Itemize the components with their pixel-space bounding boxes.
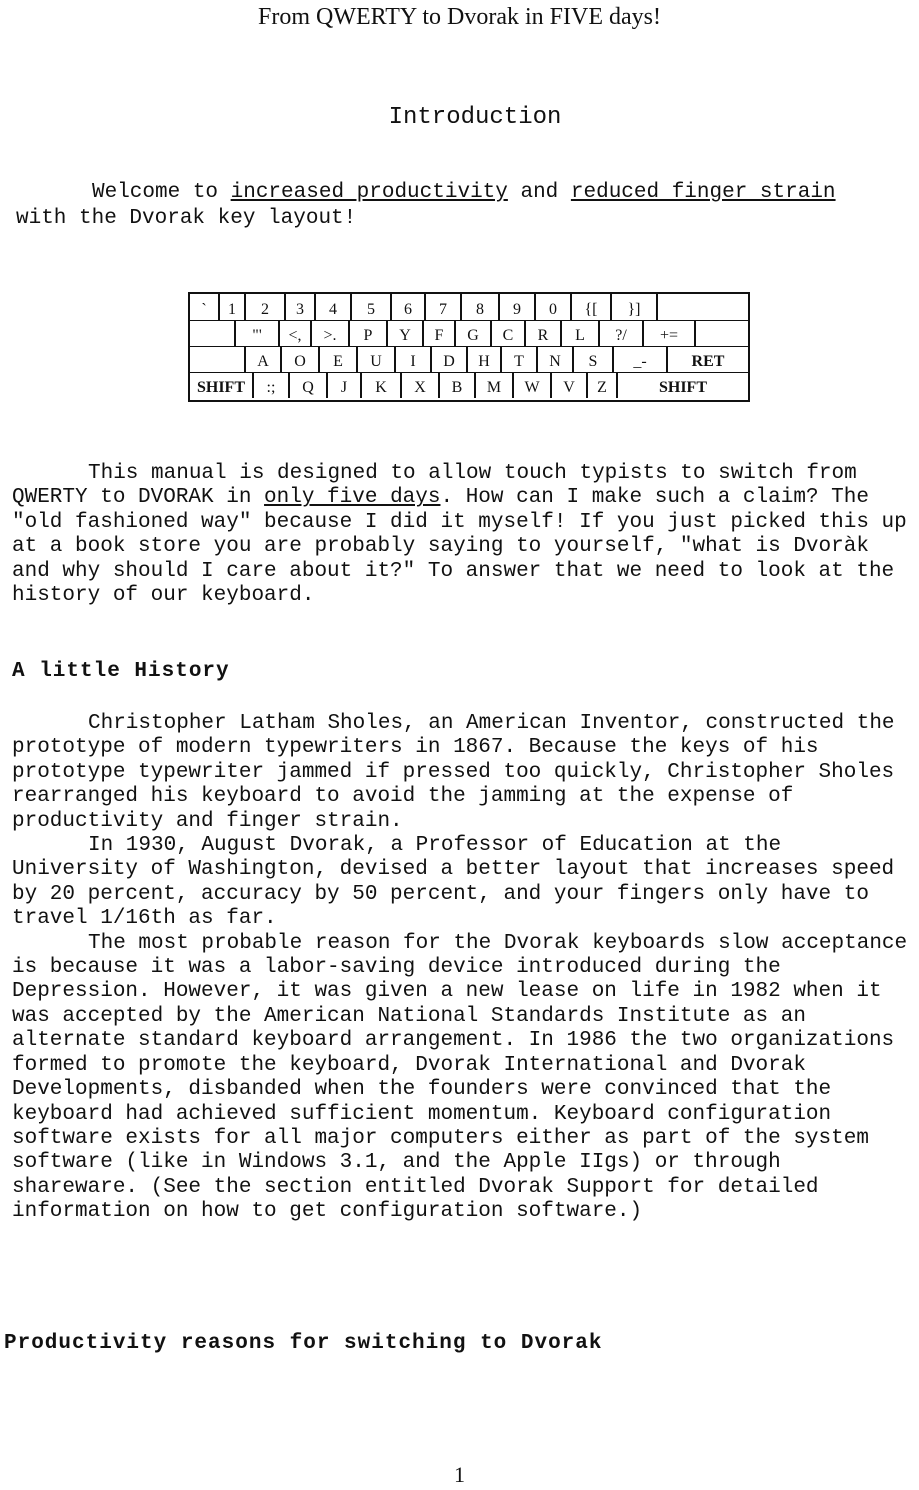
key: Q [290, 372, 328, 398]
key: S [574, 346, 614, 372]
key: X [402, 372, 440, 398]
key [696, 320, 748, 346]
key: I [396, 346, 432, 372]
key: T [502, 346, 538, 372]
keyboard-row-4 [190, 372, 748, 398]
page-number: 1 [454, 1462, 465, 1487]
key: D [432, 346, 468, 372]
reduced-finger-strain-phrase: reduced finger strain [570, 181, 836, 204]
key: V [552, 372, 588, 398]
welcome-text: with the Dvorak key layout! [16, 207, 357, 230]
key: }] [612, 294, 658, 320]
key: C [492, 320, 526, 346]
key [658, 294, 748, 320]
manual-paragraph [12, 462, 912, 608]
key: ` [190, 294, 220, 320]
key: E [320, 346, 358, 372]
key: H [468, 346, 502, 372]
key: += [644, 320, 696, 346]
manual-text: This manual is designed to allow touch typists to switch from QWERTY to DVORAK in [12, 462, 857, 510]
section-heading-introduction: Introduction [388, 104, 562, 131]
shift-key-right: SHIFT [658, 379, 707, 396]
key: J [328, 372, 362, 398]
document-title: From QWERTY to Dvorak in FIVE days! [258, 4, 661, 30]
ret-key: RET [691, 353, 725, 370]
key: 2 [246, 294, 286, 320]
shift-key-left: SHIFT [190, 372, 254, 398]
history-text: In 1930, August Dvorak, a Professor of Education at the University of Washington, devised a better layout that increases speed by 20 percent, accuracy by 50 percent, and your fingers only have to travel 1/16th as far. [12, 834, 895, 931]
key: 7 [426, 294, 462, 320]
key: M [476, 372, 514, 398]
key [190, 346, 246, 372]
history-paragraph [12, 932, 912, 1225]
key: 6 [392, 294, 426, 320]
key: <, [280, 320, 312, 346]
key: U [358, 346, 396, 372]
key: 3 [286, 294, 316, 320]
section-heading-history: A little History [12, 660, 230, 683]
key: L [562, 320, 600, 346]
history-body [12, 712, 912, 1225]
history-text: Christopher Latham Sholes, an American Inventor, constructed the prototype of modern typewriters in 1867. Because the keys of his prototype typewriter jammed if pressed too quickly, Christopher Sholes rearranged his keyboard to avoid the jamming at the expense of productivity and finger strain. [12, 712, 895, 833]
key: :; [254, 372, 290, 398]
key: _- [614, 346, 668, 372]
key: O [282, 346, 320, 372]
only-five-days-phrase: only five days [264, 486, 441, 510]
key: B [440, 372, 476, 398]
keyboard-row-2 [190, 320, 748, 347]
key: R [526, 320, 562, 346]
welcome-text: Welcome to [92, 181, 231, 204]
key: 0 [536, 294, 572, 320]
key: ?/ [600, 320, 644, 346]
key: F [424, 320, 456, 346]
key: 8 [462, 294, 500, 320]
key: K [362, 372, 402, 398]
history-paragraph [12, 834, 912, 932]
history-text: The most probable reason for the Dvorak keyboards slow acceptance is because it was a labor-saving device introduced during the Depression. However, it was given a new lease on life in 1982 when it was accepted by the American National Standards Institute as an alternate standard keyboard arrangement. In 1986 the two organizations formed to promote the keyboard, Dvorak International and Dvorak Developments, disbanded when the founders were convinced that the keyboard had achieved sufficient momentum. Keyboard configuration software exists for all major computers either as part of the system software (like in Windows 3.1, and the Apple IIgs) or through shareware. (See the section entitled Dvorak Support for detailed information on how to get configuration software.) [12, 931, 908, 1224]
key: G [456, 320, 492, 346]
manual-text: . How can I make such a claim? The "old fashioned way" because I did it myself! If you just picked this up at a book store you are probably saying to yourself, "what is Dvoràk and why should I care about it?" To answer that we need to look at the history of our keyboard. [12, 486, 907, 608]
increased-productivity-phrase: increased productivity [230, 181, 508, 204]
keyboard-row-3 [190, 346, 748, 373]
key: 5 [352, 294, 392, 320]
key: A [246, 346, 282, 372]
key: W [514, 372, 552, 398]
dvorak-keyboard-diagram [188, 292, 750, 402]
key: P [350, 320, 388, 346]
welcome-text: and [507, 181, 571, 204]
key: 9 [500, 294, 536, 320]
keyboard-row-1 [190, 294, 748, 321]
key: N [538, 346, 574, 372]
key: Z [588, 372, 618, 398]
welcome-paragraph [16, 180, 896, 232]
key: 4 [316, 294, 352, 320]
key [190, 320, 236, 346]
key: {[ [572, 294, 612, 320]
key: "' [236, 320, 280, 346]
key: Y [388, 320, 424, 346]
section-heading-productivity: Productivity reasons for switching to Dvorak [4, 1332, 603, 1355]
history-paragraph [12, 712, 912, 834]
key: >. [312, 320, 350, 346]
key: 1 [220, 294, 246, 320]
